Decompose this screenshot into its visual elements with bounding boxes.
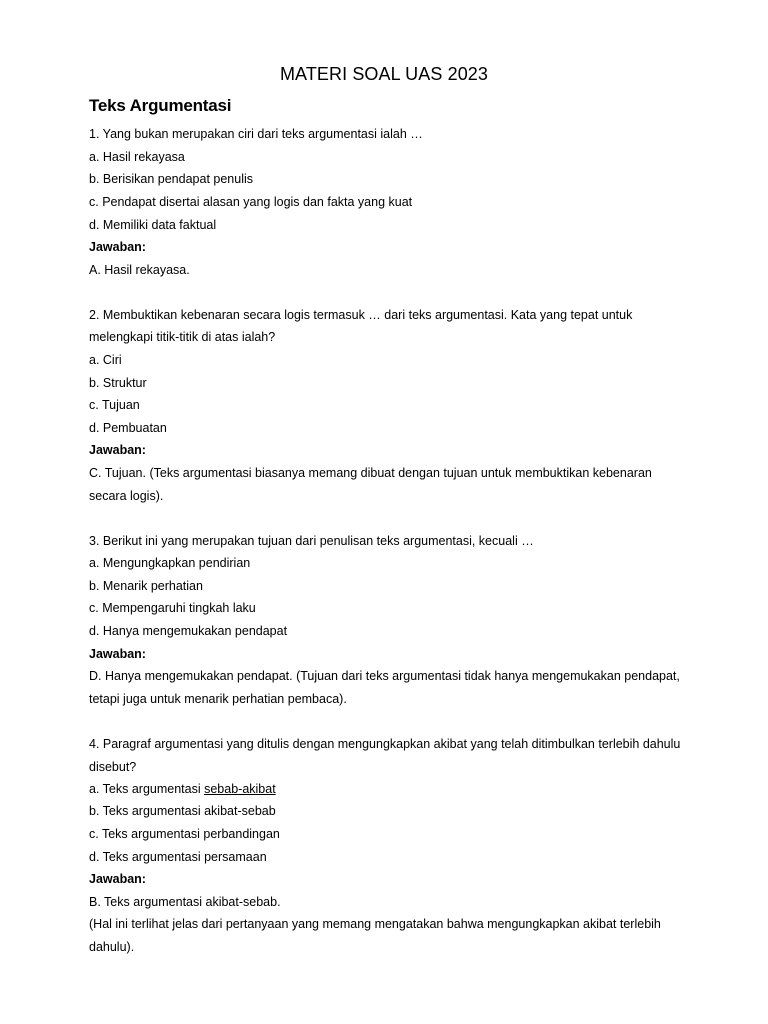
question-1-option-c: c. Pendapat disertai alasan yang logis dan fakta yang kuat xyxy=(89,195,413,209)
question-1-text: 1. Yang bukan merupakan ciri dari teks argumentasi ialah … xyxy=(89,127,423,141)
question-2-option-c: c. Tujuan xyxy=(89,398,140,412)
question-1-option-d: d. Memiliki data faktual xyxy=(89,218,217,232)
question-4-text-line-1: 4. Paragraf argumentasi yang ditulis dengan mengungkapkan akibat yang telah ditimbulkan terlebih dahulu xyxy=(89,737,681,751)
question-2-option-d: d. Pembuatan xyxy=(89,421,167,435)
question-3-answer-line-1: D. Hanya mengemukakan pendapat. (Tujuan dari teks argumentasi tidak hanya mengemukakan pendapat, xyxy=(89,669,680,683)
section-heading: Teks Argumentasi xyxy=(89,96,232,115)
question-4-option-b: b. Teks argumentasi akibat-sebab xyxy=(89,804,276,818)
question-4-option-d: d. Teks argumentasi persamaan xyxy=(89,850,267,864)
question-4-answer-label: Jawaban: xyxy=(89,872,146,886)
question-1-answer: A. Hasil rekayasa. xyxy=(89,263,190,277)
question-4-option-a-prefix: a. Teks argumentasi xyxy=(89,782,205,796)
question-2-option-a: a. Ciri xyxy=(89,353,122,367)
question-4-option-a xyxy=(89,781,276,797)
question-3-option-d: d. Hanya mengemukakan pendapat xyxy=(89,624,288,638)
question-4-note-line-1: (Hal ini terlihat jelas dari pertanyaan yang memang mengatakan bahwa mengungkapkan akibat terlebih xyxy=(89,917,661,931)
question-3-text: 3. Berikut ini yang merupakan tujuan dari penulisan teks argumentasi, kecuali … xyxy=(89,534,534,548)
question-4-note-line-2: dahulu). xyxy=(89,940,135,954)
question-1-answer-label: Jawaban: xyxy=(89,240,146,254)
question-1-option-b: b. Berisikan pendapat penulis xyxy=(89,172,254,186)
question-2-text-line-1: 2. Membuktikan kebenaran secara logis termasuk … dari teks argumentasi. Kata yang tepat untuk xyxy=(89,308,633,322)
question-3-option-a: a. Mengungkapkan pendirian xyxy=(89,556,251,570)
question-4-option-a-underlined: sebab-akibat xyxy=(204,782,276,796)
question-4-option-c: c. Teks argumentasi perbandingan xyxy=(89,827,280,841)
question-2-answer-line-2: secara logis). xyxy=(89,489,164,503)
question-3-option-c: c. Mempengaruhi tingkah laku xyxy=(89,601,256,615)
question-2-text-line-2: melengkapi titik-titik di atas ialah? xyxy=(89,330,276,344)
question-3-answer-label: Jawaban: xyxy=(89,647,146,661)
question-3-answer-line-2: tetapi juga untuk menarik perhatian pembaca). xyxy=(89,692,347,706)
page-title: MATERI SOAL UAS 2023 xyxy=(279,64,489,84)
question-2-option-b: b. Struktur xyxy=(89,376,147,390)
question-4-text-line-2: disebut? xyxy=(89,760,137,774)
question-2-answer-label: Jawaban: xyxy=(89,443,146,457)
question-4-answer: B. Teks argumentasi akibat-sebab. xyxy=(89,895,281,909)
question-1-option-a: a. Hasil rekayasa xyxy=(89,150,185,164)
question-3-option-b: b. Menarik perhatian xyxy=(89,579,203,593)
question-2-answer-line-1: C. Tujuan. (Teks argumentasi biasanya memang dibuat dengan tujuan untuk membuktikan kebenaran xyxy=(89,466,652,480)
